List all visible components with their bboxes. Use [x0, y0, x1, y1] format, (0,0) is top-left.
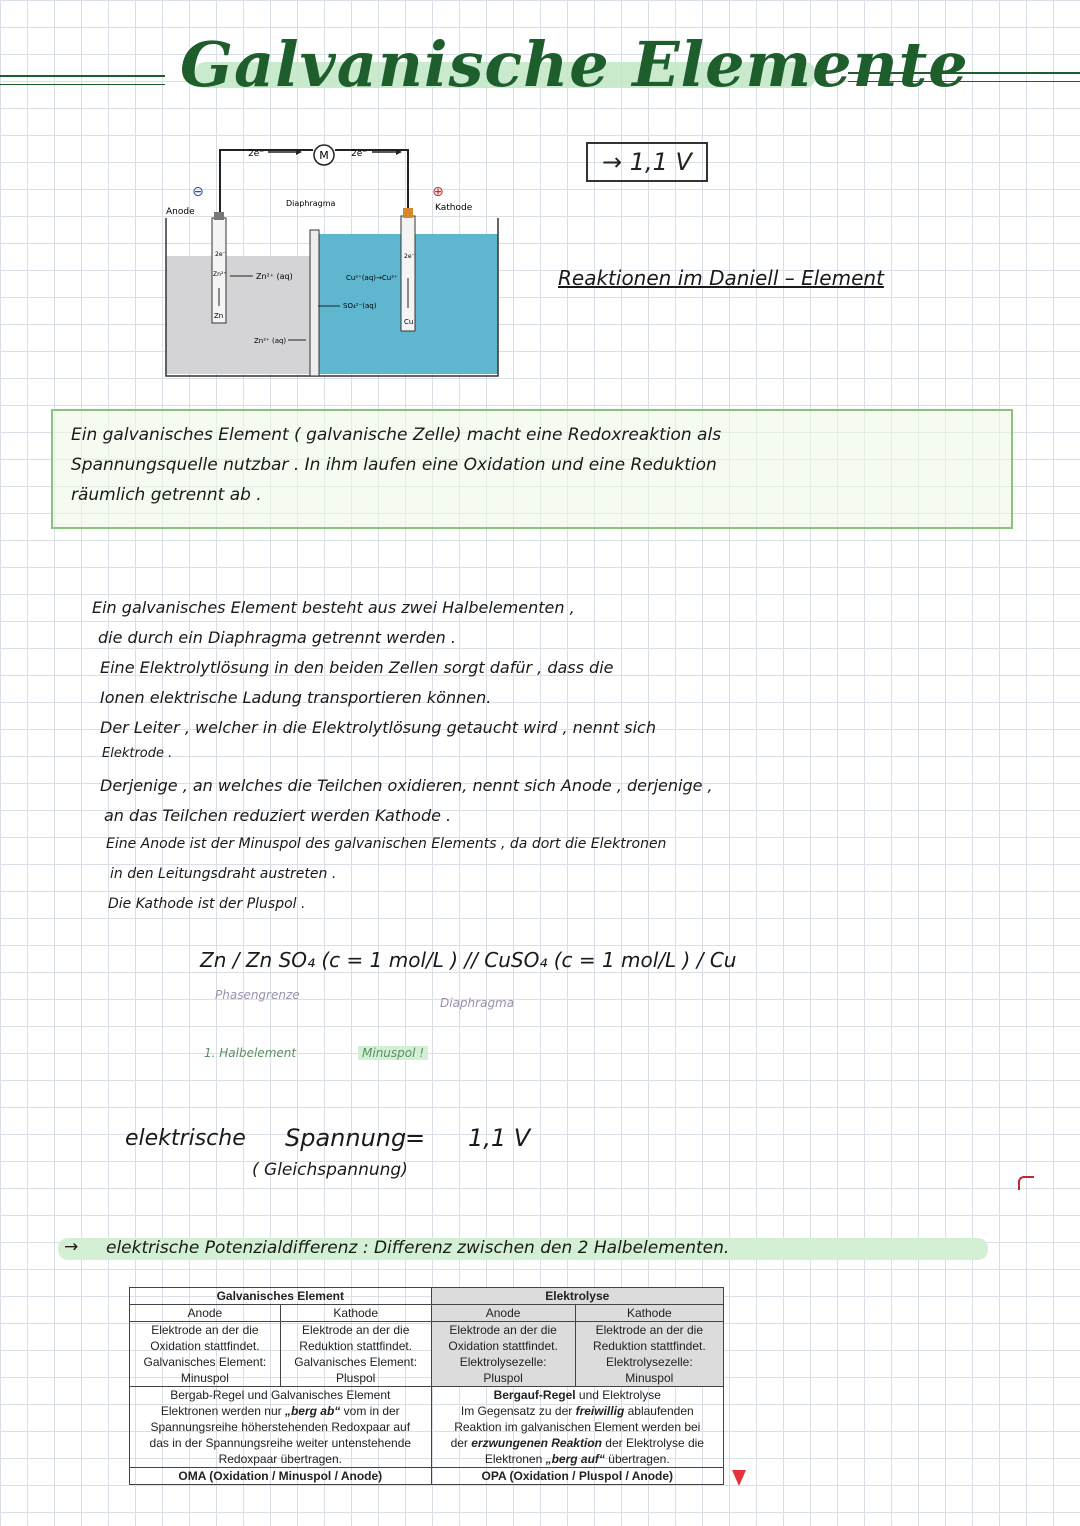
- cu-top: 2e⁻: [404, 253, 415, 260]
- minuspol-note: Minuspol !: [358, 1046, 428, 1060]
- elek-mnemonic: OPA (Oxidation / Pluspol / Anode): [431, 1468, 723, 1485]
- definition-box: [51, 409, 1013, 529]
- voltage-box: → 1,1 V: [586, 142, 708, 182]
- potential-arrow: →: [64, 1237, 79, 1257]
- daniell-cell-diagram: [158, 138, 503, 383]
- voltage-sub: ( Gleichspannung): [252, 1160, 408, 1180]
- paragraph-line: Der Leiter , welcher in die Elektrolytlösung getaucht wird , nennt sich: [100, 718, 656, 737]
- voltage-value: 1,1 V: [468, 1124, 531, 1152]
- cu-ion: Cu²⁺(aq)→Cu²⁺: [346, 274, 398, 282]
- galv-mnemonic: OMA (Oxidation / Minuspol / Anode): [130, 1468, 432, 1485]
- elek-header: Elektrolyse: [431, 1288, 723, 1305]
- galv-header: Galvanisches Element: [130, 1288, 432, 1305]
- voltage-label: elektrische: [125, 1126, 246, 1151]
- title-rule-left: [0, 75, 165, 77]
- zn-ion-right: Zn²⁺ (aq): [256, 272, 293, 281]
- paragraph-line: in den Leitungsdraht austreten .: [110, 866, 337, 882]
- voltage-equals: =: [405, 1124, 426, 1152]
- elek-col-kathode: Kathode: [575, 1305, 723, 1322]
- voltage-term: Spannung: [285, 1124, 407, 1152]
- potential-difference-text: elektrische Potenzialdifferenz : Differenz zwischen den 2 Halbelementen.: [106, 1238, 730, 1258]
- diaphragm-note: Diaphragma: [440, 996, 515, 1010]
- elek-col-anode: Anode: [431, 1305, 575, 1322]
- paragraph-line: Elektrode .: [102, 746, 173, 761]
- cathode-label: Kathode: [435, 203, 473, 213]
- plus-sign: ⊕: [432, 184, 444, 200]
- definition-line-2: Spannungsquelle nutzbar . In ihm laufen eine Oxidation und eine Reduktion: [71, 455, 717, 475]
- paragraph-line: Ein galvanisches Element besteht aus zwei Halbelementen ,: [92, 598, 575, 617]
- phase-boundary-note: Phasengrenze: [215, 988, 300, 1002]
- zn-electrode-label: Zn: [214, 312, 224, 320]
- paragraph-line: Eine Anode ist der Minuspol des galvanischen Elements , da dort die Elektronen: [106, 836, 667, 852]
- electrons-right: 2e⁻: [351, 149, 368, 159]
- cu-clip: [403, 208, 413, 218]
- zn-top: 2e⁻: [215, 251, 226, 258]
- reactions-heading: Reaktionen im Daniell – Element: [558, 266, 884, 290]
- paragraph-line: an das Teilchen reduziert werden Kathode .: [104, 806, 452, 825]
- red-check-mark: [1018, 1176, 1034, 1190]
- wire-right: [335, 150, 408, 208]
- page-title: Galvanische Elemente: [180, 28, 969, 101]
- title-rule-left-2: [0, 84, 165, 85]
- paragraph-line: die durch ein Diaphragma getrennt werden .: [98, 628, 456, 647]
- elek-rule-title: Bergauf-Regel und Elektrolyse: [493, 1388, 661, 1402]
- galv-kathode-cell: Elektrode an der die Reduktion stattfindet. Galvanisches Element: Pluspol: [280, 1322, 431, 1387]
- cu-electrode-label: Cu: [404, 318, 414, 326]
- diaphragm: [310, 230, 319, 376]
- definition-line-1: Ein galvanisches Element ( galvanische Zelle) macht eine Redoxreaktion als: [71, 425, 722, 445]
- paragraph-line: Derjenige , an welches die Teilchen oxidieren, nennt sich Anode , derjenige ,: [100, 776, 713, 795]
- paragraph-line: Eine Elektrolytlösung in den beiden Zellen sorgt dafür , dass die: [100, 658, 614, 677]
- galv-col-kathode: Kathode: [280, 1305, 431, 1322]
- galv-rule-cell: Bergab-Regel und Galvanisches Element Elektronen werden nur „berg ab“ vom in der Spannungsreihe höherstehenden Redoxpaar auf das in der Spannungsreihe weiter untenstehende Redoxpaar übertragen.: [130, 1387, 432, 1468]
- elek-rule-cell: Bergauf-Regel und Elektrolyse Im Gegensatz zu der freiwillig ablaufenden Reaktion im galvanischen Element werden bei der erzwungenen Reaktion der Elektrolyse die Elektronen „berg auf“ übertragen.: [431, 1387, 723, 1468]
- elek-anode-cell: Elektrode an der die Oxidation stattfindet. Elektrolysezelle: Pluspol: [431, 1322, 575, 1387]
- so4-ion: SO₄²⁻(aq): [343, 302, 377, 310]
- paragraph-line: Ionen elektrische Ladung transportieren können.: [100, 688, 492, 707]
- galv-rule-title: Bergab-Regel und Galvanisches Element: [170, 1388, 391, 1402]
- galv-anode-cell: Elektrode an der die Oxidation stattfindet. Galvanisches Element: Minuspol: [130, 1322, 281, 1387]
- elek-kathode-cell: Elektrode an der die Reduktion stattfindet. Elektrolysezelle: Minuspol: [575, 1322, 723, 1387]
- comparison-table: [129, 1287, 724, 1485]
- motor-label: M: [319, 149, 329, 162]
- red-flag-icon: [732, 1470, 746, 1486]
- galv-col-anode: Anode: [130, 1305, 281, 1322]
- cell-notation: Zn / Zn SO₄ (c = 1 mol/L ) // CuSO₄ (c = 1 mol/L ) / Cu: [200, 948, 737, 972]
- cu-electrode: [401, 216, 415, 331]
- zn-solution: [166, 256, 316, 374]
- anode-label: Anode: [166, 207, 195, 217]
- definition-line-3: räumlich getrennt ab .: [71, 485, 262, 505]
- electrons-left: 2e⁻: [248, 149, 265, 159]
- zn-mid: Zn²⁺: [213, 271, 227, 278]
- half-element-note: 1. Halbelement: [204, 1046, 297, 1060]
- minus-sign: ⊖: [192, 184, 204, 200]
- diaphragm-label: Diaphragma: [286, 199, 336, 208]
- zn-clip: [214, 212, 224, 220]
- zn-ion-bottom: Zn²⁺ (aq): [254, 337, 287, 345]
- paragraph-line: Die Kathode ist der Pluspol .: [108, 896, 306, 912]
